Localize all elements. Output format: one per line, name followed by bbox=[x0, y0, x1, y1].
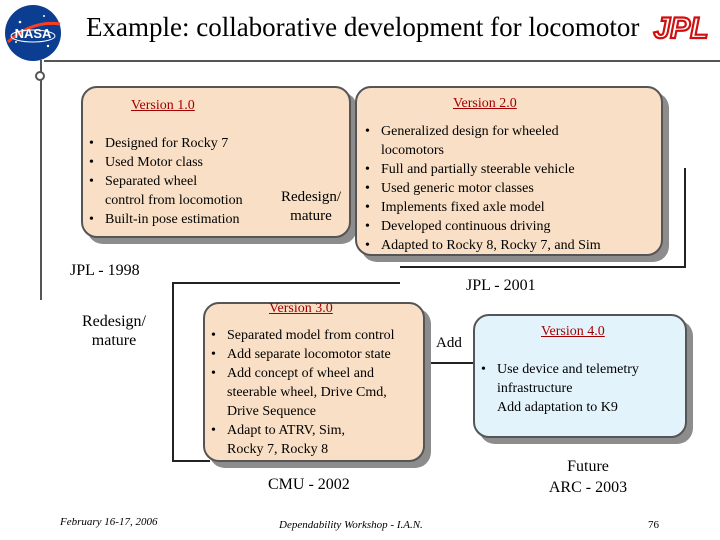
divider-node bbox=[35, 71, 45, 81]
footer-date: February 16-17, 2006 bbox=[60, 516, 158, 528]
list-item bbox=[479, 360, 639, 417]
jpl-1998-label: JPL - 1998 bbox=[70, 262, 140, 279]
connector-v2-right-vertical bbox=[684, 168, 686, 268]
version-4-title: Version 4.0 bbox=[541, 324, 605, 339]
list-item-continuation: steerable wheel, Drive Cmd, bbox=[227, 385, 387, 400]
list-item bbox=[209, 345, 395, 364]
jpl-2001-label: JPL - 2001 bbox=[462, 277, 540, 295]
list-item-continuation: Add adaptation to K9 bbox=[497, 400, 618, 415]
list-item-text: Separated model from control bbox=[227, 328, 395, 343]
mature-line: mature bbox=[290, 208, 332, 224]
version-1-box bbox=[81, 86, 351, 238]
list-item-text: Adapted to Rocky 8, Rocky 7, and Sim bbox=[381, 238, 601, 253]
mature-line: mature bbox=[91, 332, 137, 349]
list-item-text: Add separate locomotor state bbox=[227, 347, 391, 362]
list-item-text: Used Motor class bbox=[105, 155, 203, 170]
nasa-logo-icon bbox=[2, 2, 64, 64]
jpl-logo-text: JPL bbox=[653, 12, 709, 44]
nasa-logo-text: NASA bbox=[14, 26, 52, 41]
future-line: Future bbox=[567, 458, 609, 475]
version-1-list bbox=[87, 134, 243, 229]
version-2-box bbox=[355, 86, 663, 256]
version-3-list bbox=[209, 326, 395, 459]
connector-left-bottom bbox=[172, 460, 210, 462]
list-item bbox=[363, 198, 601, 217]
version-1-redesign-label bbox=[269, 188, 353, 226]
list-item-continuation: infrastructure bbox=[497, 381, 573, 396]
arc-2003-line: ARC - 2003 bbox=[548, 479, 628, 496]
future-arc-label bbox=[528, 456, 648, 498]
slide-title: Example: collaborative development for locomotor bbox=[86, 12, 640, 42]
version-1-title: Version 1.0 bbox=[131, 98, 195, 113]
version-2-title: Version 2.0 bbox=[453, 96, 517, 111]
list-item-text: Used generic motor classes bbox=[381, 181, 534, 196]
side-divider bbox=[40, 60, 42, 300]
list-item-text: Generalized design for wheeled bbox=[381, 124, 559, 139]
version-3-box bbox=[203, 302, 425, 462]
title-divider bbox=[44, 60, 720, 62]
footer-workshop: Dependability Workshop - I.A.N. bbox=[279, 519, 423, 531]
connector-v3-v4 bbox=[424, 362, 474, 364]
page-number: 76 bbox=[648, 519, 659, 531]
list-item-text: Use device and telemetry bbox=[497, 362, 639, 377]
list-item-text: Add concept of wheel and bbox=[227, 366, 374, 381]
list-item bbox=[87, 210, 243, 229]
list-item-text: Built-in pose estimation bbox=[105, 212, 240, 227]
jpl-logo-icon bbox=[646, 10, 716, 44]
redesign-mature-label bbox=[64, 312, 164, 350]
list-item bbox=[363, 217, 601, 236]
list-item bbox=[209, 421, 395, 459]
list-item bbox=[87, 172, 243, 210]
list-item-text: Separated wheel bbox=[105, 174, 198, 189]
connector-left-vertical bbox=[172, 282, 174, 462]
list-item-continuation: control from locomotion bbox=[105, 193, 243, 208]
list-item bbox=[363, 160, 601, 179]
version-2-list bbox=[363, 122, 601, 255]
list-item bbox=[209, 326, 395, 345]
list-item bbox=[209, 364, 395, 421]
version-4-box bbox=[473, 314, 687, 438]
list-item-text: Implements fixed axle model bbox=[381, 200, 545, 215]
connector-v2-right-bottom bbox=[400, 266, 686, 268]
list-item-continuation: Drive Sequence bbox=[227, 404, 317, 419]
connector-horizontal bbox=[172, 282, 400, 284]
list-item-continuation: locomotors bbox=[381, 143, 444, 158]
list-item-continuation: Rocky 7, Rocky 8 bbox=[227, 442, 329, 457]
add-label: Add bbox=[436, 335, 462, 351]
list-item bbox=[363, 179, 601, 198]
version-3-title: Version 3.0 bbox=[269, 301, 333, 316]
redesign-line: Redesign/ bbox=[281, 189, 341, 205]
cmu-2002-label: CMU - 2002 bbox=[268, 476, 350, 493]
list-item-text: Designed for Rocky 7 bbox=[105, 136, 229, 151]
list-item-text: Full and partially steerable vehicle bbox=[381, 162, 575, 177]
redesign-line: Redesign/ bbox=[82, 313, 146, 330]
list-item bbox=[363, 122, 601, 160]
list-item bbox=[87, 153, 243, 172]
list-item bbox=[363, 236, 601, 255]
list-item bbox=[87, 134, 243, 153]
version-4-list bbox=[479, 360, 639, 417]
list-item-text: Adapt to ATRV, Sim, bbox=[227, 423, 346, 438]
list-item-text: Developed continuous driving bbox=[381, 219, 551, 234]
